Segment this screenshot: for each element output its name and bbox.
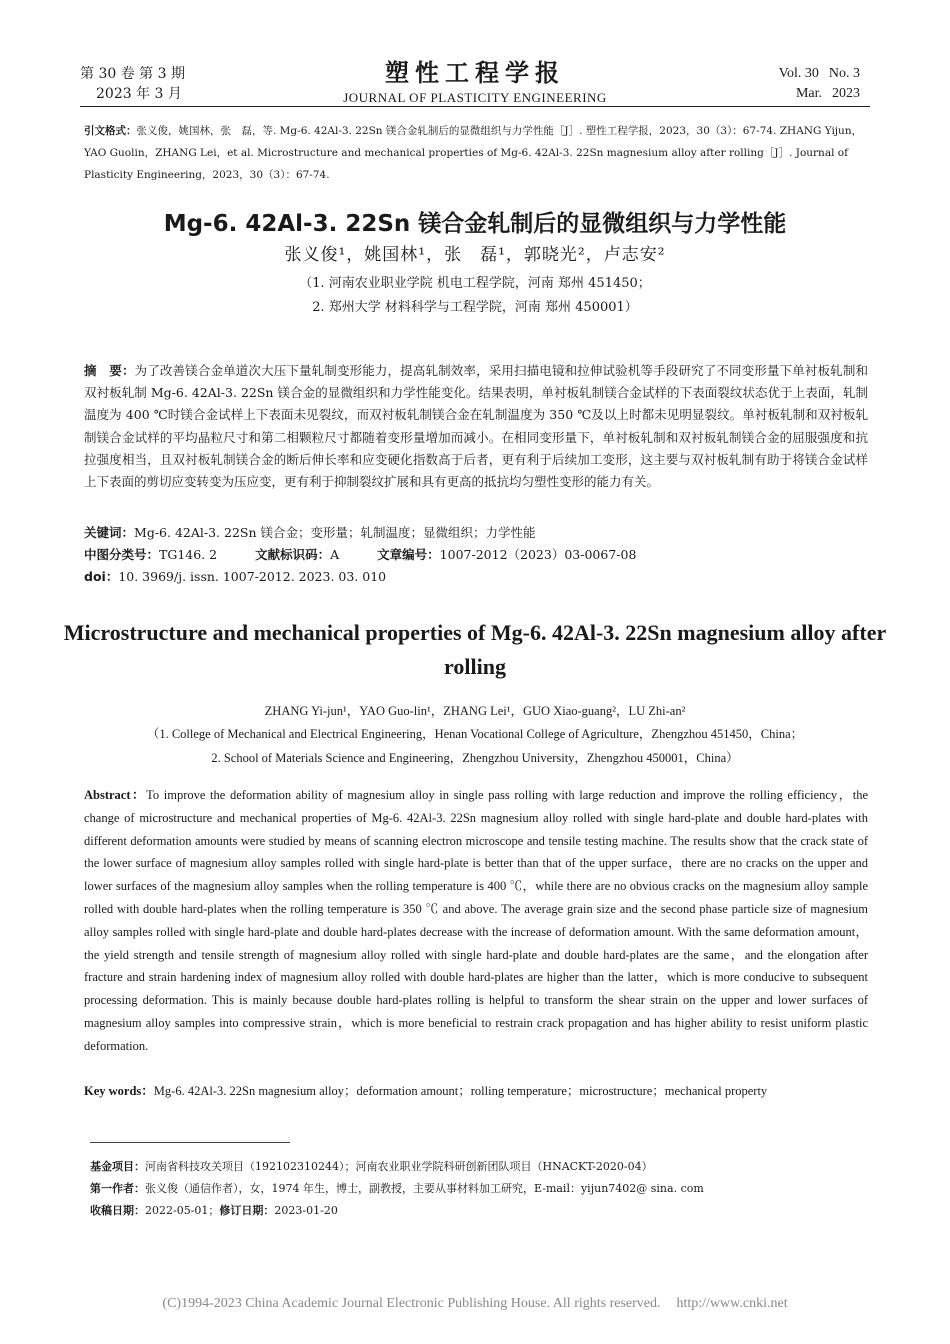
journal-masthead	[300, 58, 650, 106]
abstract-cn-text: 为了改善镁合金单道次大压下量轧制变形能力，提高轧制效率，采用扫描电镜和拉伸试验机等手段研究了不同变形量下单衬板轧制和双衬板轧制 Mg-6. 42Al-3. 22Sn 镁合金的显微组织和力学性能变化。结果表明，单衬板轧制镁合金试样的下表面裂纹状态优于上表面，轧制温度为 400 ℃时镁合金试样上下表面未见裂纹，而双衬板轧制镁合金在轧制温度为 350 ℃及以上时都未见明显裂纹。单衬板轧制和双衬板轧制镁合金试样的平均晶粒尺寸和第二相颗粒尺寸都随着变形量增加而减小。在相同变形量下，单衬板轧制和双衬板轧制镁合金的屈服强度和抗拉强度相当，且双衬板轧制镁合金的断后伸长率和应变硬化指数高于后者，更有利于后续加工变形，这主要与双衬板轧制有助于将镁合金试样上下表面的剪切应变转变为压应变，更有利于抑制裂纹扩展和具有更高的抵抗均匀塑性变形的能力有关。	[84, 363, 868, 490]
keywords-en-label: Key words：	[84, 1084, 154, 1098]
affiliations-en	[60, 722, 890, 770]
abstract-cn-label: 摘 要：	[84, 363, 135, 378]
affiliation-en-1: （1. College of Mechanical and Electrical Engineering，Henan Vocational College of Agriculture，Zhengzhou 451450，China；	[146, 727, 804, 741]
paper-title-en: Microstructure and mechanical properties of Mg-6. 42Al-3. 22Sn magnesium alloy after rolling	[63, 620, 887, 679]
received-label: 收稿日期：	[90, 1204, 145, 1217]
volume-cn: 第 30 卷 第 3 期	[80, 66, 185, 82]
citation-label: 引文格式：	[84, 125, 137, 137]
received-date: 2022-05-01	[145, 1204, 209, 1217]
clc-label: 中图分类号：	[84, 547, 160, 562]
number-en: No. 3	[828, 66, 860, 81]
keywords-cn-label: 关键词：	[84, 525, 135, 540]
issue-info-cn	[80, 64, 185, 104]
volume-en: Vol. 30	[778, 66, 819, 81]
clc-value: TG146. 2	[159, 547, 218, 562]
footnote-author	[90, 1178, 870, 1200]
footnote-dates: 收稿日期：2022-05-01；修订日期：2023-01-20	[90, 1204, 338, 1217]
copyright-text: (C)1994-2023 China Academic Journal Electronic Publishing House. All rights reserved.	[162, 1296, 661, 1311]
keywords-en	[84, 1080, 868, 1102]
year-en: 2023	[832, 86, 860, 101]
fund-label: 基金项目：	[90, 1160, 145, 1173]
citation-block	[84, 120, 868, 186]
revised-date: 2023-01-20	[274, 1204, 338, 1217]
article-no-value: 1007-2012（2023）03-0067-08	[439, 547, 637, 562]
affiliation-cn-1: （1. 河南农业职业学院 机电工程学院，河南 郑州 451450；	[299, 276, 651, 291]
keywords-cn	[84, 522, 868, 544]
keywords-en-text: Mg-6. 42Al-3. 22Sn magnesium alloy；deformation amount；rolling temperature；microstructure；mechanical property	[153, 1084, 768, 1098]
journal-title-en: JOURNAL OF PLASTICITY ENGINEERING	[343, 90, 607, 105]
doi-value[interactable]: 10. 3969/j. issn. 1007-2012. 2023. 03. 010	[118, 569, 387, 584]
affiliations-cn	[60, 272, 890, 320]
footnote-fund	[90, 1156, 870, 1178]
keywords-cn-text: Mg-6. 42Al-3. 22Sn 镁合金；变形量；轧制温度；显微组织；力学性能	[134, 525, 536, 540]
affiliation-en-2: 2. School of Materials Science and Engineering，Zhengzhou University，Zhengzhou 450001，China）	[211, 751, 739, 765]
abstract-cn	[84, 360, 868, 493]
paper-title-cn: Mg-6. 42Al-3. 22Sn 镁合金轧制后的显微组织与力学性能	[163, 211, 787, 237]
journal-title-cn: 塑性工程学报	[385, 58, 565, 87]
first-author-text: 张义俊（通信作者），女，1974 年生，博士，副教授，主要从事材料加工研究，E-mail：yijun7402@ sina. com	[145, 1182, 704, 1195]
issue-info-en	[769, 64, 860, 104]
month-en: Mar.	[795, 86, 822, 101]
cnki-link[interactable]: http://www.cnki.net	[676, 1296, 788, 1311]
date-cn: 2023 年 3 月	[96, 86, 182, 102]
affiliation-cn-2: 2. 郑州大学 材料科学与工程学院，河南 郑州 450001）	[312, 300, 638, 315]
doi-line	[84, 566, 868, 588]
doc-code-label: 文献标识码：	[255, 547, 331, 562]
doi-label: doi：	[84, 569, 119, 584]
abstract-en	[84, 784, 868, 1058]
authors-en: ZHANG Yi-jun¹，YAO Guo-lin¹，ZHANG Lei¹，GUO Xiao-guang²，LU Zhi-an²	[264, 704, 686, 718]
abstract-en-label: Abstract：	[84, 788, 147, 802]
header-rule	[80, 106, 870, 107]
footnote-rule	[90, 1142, 290, 1143]
abstract-en-text: To improve the deformation ability of magnesium alloy in single pass rolling with large reduction and improve the rolling efficiency，the change of microstructure and mechanical properties of Mg-6. 42Al-3. 22Sn magnesium alloy rolled with single hard-plate and double hard-plates with different deformation amounts were studied by means of scanning electron microscope and tensile testing machine. The results show that the crack state of the lower surface of magnesium alloy samples rolled with single hard-plate is better than that of the upper surface，there are no cracks on the upper and lower surfaces of the magnesium alloy samples when the rolling temperature is 400 ℃，while there are no obvious cracks on the magnesium alloy sample rolled with double hard-plates when the rolling temperature is 350 ℃ and above. The average grain size and the second phase particle size of magnesium alloy samples rolled with single hard-plate and double hard-plates decrease with the increase of deformation amount. With the same deformation amount，the yield strength and tensile strength of magnesium alloy rolled with single hard-plate and double hard-plates are the same，and the elongation after fracture and strain hardening index of magnesium alloy rolled with double hard-plates are higher than the latter，which is more conducive to subsequent processing deformation. This is mainly because double hard-plates rolling is helpful to transform the shear strain on the upper and lower surfaces of magnesium alloy samples into compressive strain，which is more beneficial to restrain crack propagation and has higher ability to resist uniform plastic deformation.	[84, 788, 868, 1053]
article-no-label: 文章编号：	[377, 547, 440, 562]
first-author-label: 第一作者：	[90, 1182, 145, 1195]
fund-text: 河南省科技攻关项目（192102310244）；河南农业职业学院科研创新团队项目（HNACKT-2020-04）	[145, 1160, 653, 1173]
authors-cn: 张义俊¹，姚国林¹，张 磊¹，郭晓光²，卢志安²	[284, 245, 666, 265]
copyright-line	[0, 1296, 950, 1312]
revised-label: 修订日期：	[219, 1204, 275, 1217]
citation-text: 张义俊，姚国林，张 磊，等. Mg-6. 42Al-3. 22Sn 镁合金轧制后的显微组织与力学性能［J］. 塑性工程学报，2023，30（3）：67-74. ZHANG Yijun，YAO Guolin，ZHANG Lei，et al. Microstructure and mechanical properties of Mg-6. 42Al-3. 22Sn magnesium alloy after rolling［J］. Journal of Plasticity Engineering，2023，30（3）：67-74.	[84, 125, 863, 181]
doc-code-value: A	[330, 547, 340, 562]
classification-line	[84, 544, 868, 566]
